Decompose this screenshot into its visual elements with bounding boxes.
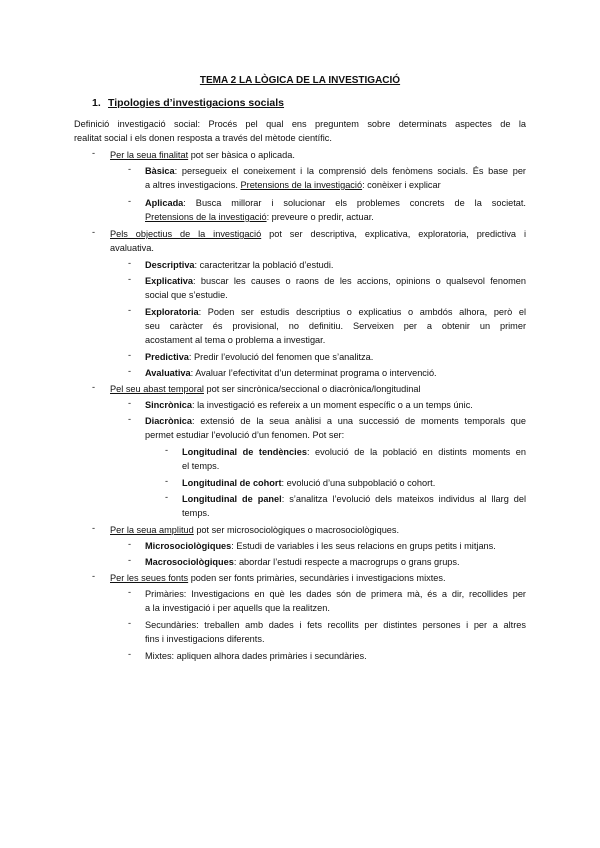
item-avaluativa: Avaluativa: Avaluar l’efectivitat d’un determinat programa o intervenció. — [145, 368, 437, 378]
item-secundaries-line-2: fins i investigacions diferents. — [145, 634, 265, 644]
item-aplicada-line-1: Aplicada: Busca millorar i solucionar els problemes concrets de la societat. — [145, 198, 526, 208]
item-basica-line-1: Bàsica: persegueix el coneixement i la comprensió dels fenòmens socials. És base per — [145, 166, 526, 176]
bullet-dash: - — [128, 555, 132, 565]
item-secundaries-line-1: Secundàries: treballen amb dades i fets recollits per distintes persones i per a altres — [145, 620, 526, 630]
item-explicativa-line-2: social que s’estudie. — [145, 290, 228, 300]
definition-line-2: realitat social i els donen resposta a través del mètode científic. — [74, 133, 332, 143]
section-heading — [92, 97, 284, 109]
bullet-dash: - — [165, 476, 169, 486]
item-sincronica: Sincrònica: la investigació es refereix a un moment específic o a un temps únic. — [145, 400, 473, 410]
item-tendencies-line-2: el temps. — [182, 461, 220, 471]
group-objectius-heading: Pels objectius de la investigació pot ser descriptiva, explicativa, exploratoria, predictiva i — [110, 229, 526, 239]
bullet-dash: - — [92, 382, 96, 392]
bullet-dash: - — [92, 523, 96, 533]
item-tendencies-line-1: Longitudinal de tendències: evolució de la població en distints moments en — [182, 447, 527, 457]
section-title: Tipologies d’investigacions socials — [108, 97, 285, 109]
bullet-dash: - — [165, 492, 169, 502]
item-diacronica-line-1: Diacrònica: extensió de la seua anàlisi a una successió de moments temporals que — [145, 416, 526, 426]
definition-line-1: Definició investigació social: Procés pel qual ens preguntem sobre determinats aspectes de la — [74, 119, 526, 129]
bullet-dash: - — [128, 366, 132, 376]
item-exploratoria-line-1: Exploratoria: Poden ser estudis descriptius o explicatius o ambdós alhora, però el — [145, 307, 526, 317]
bullet-dash: - — [128, 398, 132, 408]
item-exploratoria-line-2: seu caràcter és provisional, no definitiu. Serveixen per a obtenir un primer — [145, 321, 526, 331]
item-aplicada-line-2: Pretensions de la investigació: preveure o predir, actuar. — [145, 212, 374, 222]
bullet-dash: - — [128, 539, 132, 549]
item-descriptiva: Descriptiva: caracteritzar la població d’estudi. — [145, 260, 334, 270]
bullet-dash: - — [128, 196, 132, 206]
item-micro: Microsociològiques: Estudi de variables i les seus relacions en grups petits i mitjans. — [145, 541, 496, 551]
group-finalitat-heading: Per la seua finalitat pot ser bàsica o aplicada. — [110, 150, 295, 160]
item-primaries-line-2: a la investigació i per aquells que la realitzen. — [145, 603, 330, 613]
item-macro: Macrosociològiques: abordar l’estudi respecte a macrogrups o grans grups. — [145, 557, 460, 567]
item-mixtes: Mixtes: apliquen alhora dades primàries i secundàries. — [145, 651, 367, 661]
bullet-dash: - — [128, 274, 132, 284]
item-exploratoria-line-3: acostament al tema o problema a investigar. — [145, 335, 326, 345]
bullet-dash: - — [128, 164, 132, 174]
bullet-dash: - — [128, 350, 132, 360]
group-amplitud-heading: Per la seua amplitud pot ser microsociològiques o macrosociològiques. — [110, 525, 400, 535]
item-panel-line-2: temps. — [182, 508, 210, 518]
bullet-dash: - — [128, 618, 132, 628]
item-panel-line-1: Longitudinal de panel: s’analitza l’evolució dels mateixos individus al llarg del — [182, 494, 526, 504]
item-basica-line-2: a altres investigacions. Pretensions de la investigació: conèixer i explicar — [145, 180, 441, 190]
section-number: 1. — [92, 97, 101, 109]
page-title: TEMA 2 LA LÒGICA DE LA INVESTIGACIÓ — [199, 75, 401, 86]
item-cohort: Longitudinal de cohort: evolució d’una subpoblació o cohort. — [182, 478, 436, 488]
bullet-dash: - — [92, 148, 96, 158]
bullet-dash: - — [128, 258, 132, 268]
item-explicativa-line-1: Explicativa: buscar les causes o raons de les accions, opinions o qualsevol fenomen — [145, 276, 526, 286]
bullet-dash: - — [165, 445, 169, 455]
item-primaries-line-1: Primàries: Investigacions en què les dades són de primera mà, és a dir, recollides per — [145, 589, 526, 599]
item-diacronica-line-2: permet estudiar l’evolució d’un fenomen. Pot ser: — [145, 430, 345, 440]
bullet-dash: - — [92, 227, 96, 237]
group-fonts-heading: Per les seues fonts poden ser fonts primàries, secundàries i investigacions mixtes. — [110, 573, 446, 583]
bullet-dash: - — [128, 305, 132, 315]
item-predictiva: Predictiva: Predir l’evolució del fenomen que s’analitza. — [145, 352, 374, 362]
bullet-dash: - — [128, 587, 132, 597]
bullet-dash: - — [92, 571, 96, 581]
group-abast-heading: Pel seu abast temporal pot ser sincrònica/seccional o diacrònica/longitudinal — [110, 384, 421, 394]
bullet-dash: - — [128, 649, 132, 659]
group-objectius-heading-line-2: avaluativa. — [110, 243, 154, 253]
bullet-dash: - — [128, 414, 132, 424]
